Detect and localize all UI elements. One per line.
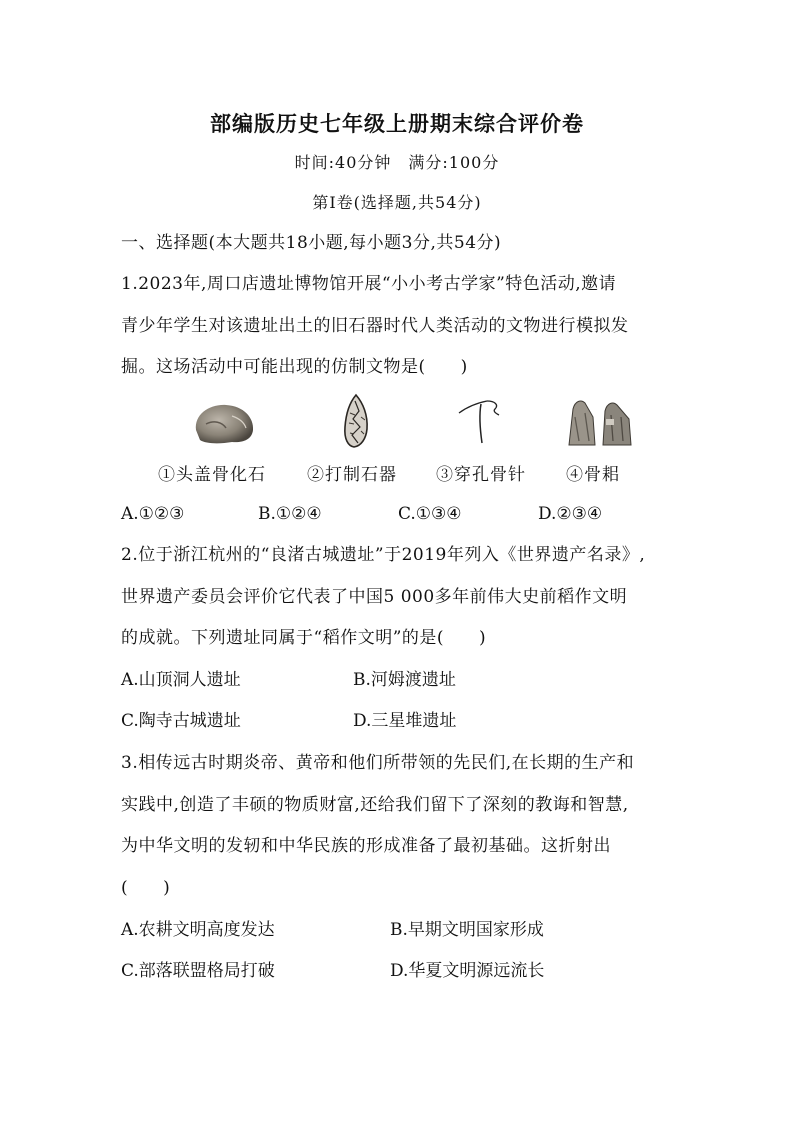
q3-line: ( ) <box>121 878 171 898</box>
image-caption: ④骨耜 <box>566 465 620 485</box>
section-heading: 第Ⅰ卷(选择题,共54分) <box>312 193 482 212</box>
q1-line: 掘。这场活动中可能出现的仿制文物是( ) <box>121 357 468 377</box>
bone-needle-image <box>455 395 505 447</box>
q2-line: 世界遗产委员会评价它代表了中国5 000多年前伟大史前稻作文明 <box>121 587 628 607</box>
answer-option: B.早期文明国家形成 <box>390 920 544 940</box>
answer-option: B.①②④ <box>258 504 322 524</box>
q3-line: 为中华文明的发轫和中华民族的形成准备了最初基础。这折射出 <box>121 836 611 856</box>
exam-meta: 时间:40分钟 满分:100分 <box>294 153 500 172</box>
q3-line: 3.相传远古时期炎帝、黄帝和他们所带领的先民们,在长期的生产和 <box>121 753 635 773</box>
stone-tool-image <box>341 393 371 449</box>
image-caption: ②打制石器 <box>307 465 397 485</box>
q3-line: 实践中,创造了丰硕的物质财富,还给我们留下了深刻的教诲和智慧, <box>121 795 629 815</box>
answer-option: A.农耕文明高度发达 <box>121 920 275 940</box>
part-heading: 一、选择题(本大题共18小题,每小题3分,共54分) <box>121 233 502 253</box>
answer-option: C.①③④ <box>398 504 462 524</box>
answer-option: B.河姆渡遗址 <box>353 670 456 690</box>
answer-option: D.三星堆遗址 <box>353 711 457 731</box>
answer-option: D.②③④ <box>538 504 603 524</box>
answer-option: A.①②③ <box>121 504 185 524</box>
bone-spade-image <box>565 397 635 447</box>
answer-option: D.华夏文明源远流长 <box>390 961 545 981</box>
answer-option: A.山顶洞人遗址 <box>121 670 241 690</box>
image-caption: ③穿孔骨针 <box>436 465 526 485</box>
q2-line: 2.位于浙江杭州的“良渚古城遗址”于2019年列入《世界遗产名录》, <box>121 545 646 565</box>
skull-fossil-image <box>192 400 256 446</box>
q1-line: 青少年学生对该遗址出土的旧石器时代人类活动的文物进行模拟发 <box>121 316 629 336</box>
answer-option: C.陶寺古城遗址 <box>121 711 241 731</box>
q2-line: 的成就。下列遗址同属于“稻作文明”的是( ) <box>121 628 487 648</box>
q1-line: 1.2023年,周口店遗址博物馆开展“小小考古学家”特色活动,邀请 <box>121 274 617 294</box>
image-caption: ①头盖骨化石 <box>158 465 266 485</box>
answer-option: C.部落联盟格局打破 <box>121 961 275 981</box>
exam-title: 部编版历史七年级上册期末综合评价卷 <box>210 112 584 136</box>
